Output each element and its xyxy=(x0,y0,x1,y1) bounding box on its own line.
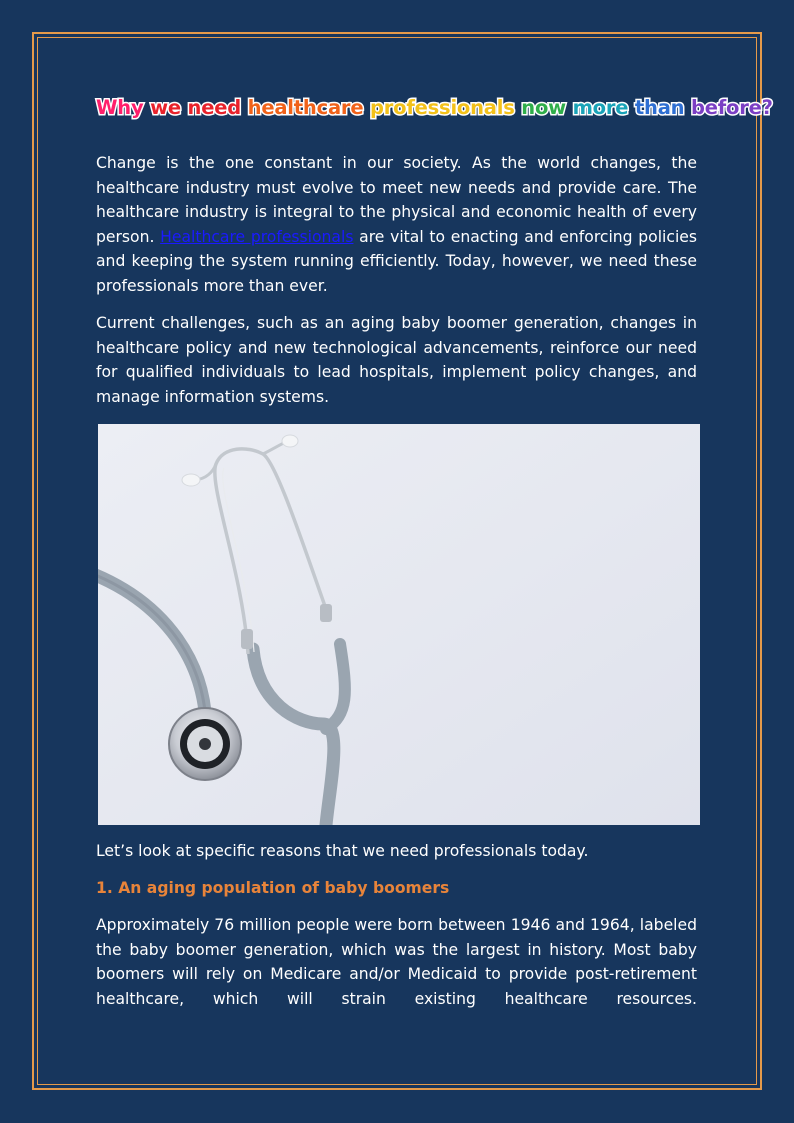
title-word: need xyxy=(187,96,242,119)
title-word: professionals xyxy=(369,96,515,119)
section-heading-aging-population: 1. An aging population of baby boomers xyxy=(96,879,450,897)
stethoscope-image xyxy=(98,424,700,825)
intro-text-start: Change is the one constant in our society. As the world changes, the healthcare industry must evolve to meet new needs and provide care. The healthcare industry is integral to the physical and economic health of every person. xyxy=(96,154,697,246)
title-word: now xyxy=(521,96,566,119)
intro-text-end: are vital to enacting and enforcing policies and keeping the system running efficiently. Today, however, we need these professionals more than ever. xyxy=(96,227,698,295)
page-title xyxy=(96,92,773,124)
title-word: than xyxy=(634,96,685,119)
title-word: healthcare xyxy=(247,96,364,119)
reasons-intro-paragraph: Let’s look at specific reasons that we need professionals today. xyxy=(96,842,589,860)
baby-boomers-paragraph: Approximately 76 million people were born between 1946 and 1964, labeled the baby boomer generation, which was the largest in history. Most baby boomers will rely on Medicare and/or Medicaid to provide post-retirement healthcare, which will strain existing healthcare resources. xyxy=(96,916,697,1008)
title-word: Why xyxy=(96,96,144,119)
healthcare-professionals-link[interactable]: Healthcare professionals xyxy=(160,227,354,246)
title-word: before? xyxy=(690,96,773,119)
title-word: more xyxy=(572,96,629,119)
intro-paragraph xyxy=(96,151,697,298)
title-word: we xyxy=(150,96,181,119)
challenges-paragraph: Current challenges, such as an aging baby boomer generation, changes in healthcare policy and new technological advancements, reinforce our need for qualified individuals to lead hospitals, implement policy changes, and manage information systems. xyxy=(96,314,697,406)
